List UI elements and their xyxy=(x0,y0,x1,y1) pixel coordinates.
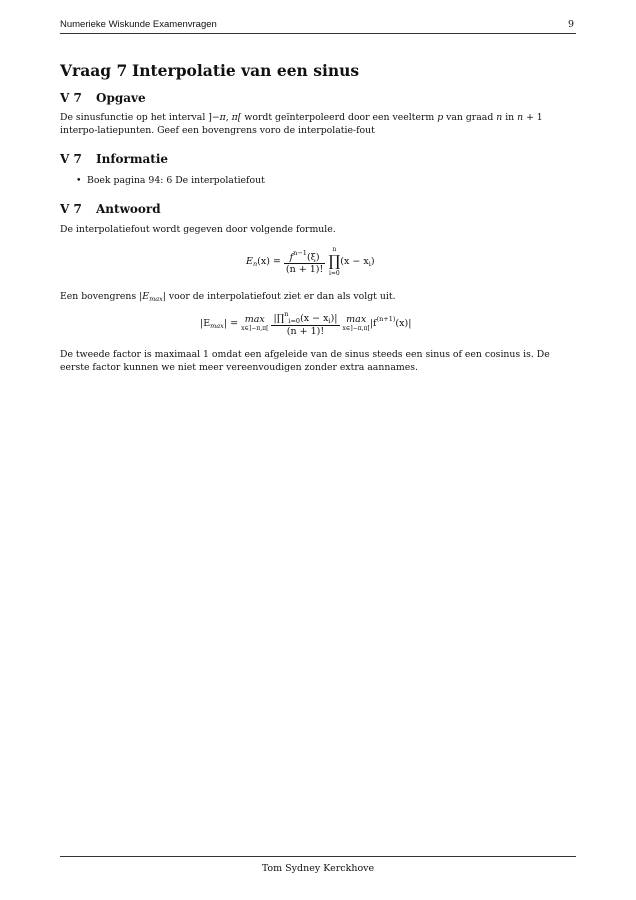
math-subscript: i xyxy=(328,317,331,325)
text-run: | voor de interpolatiefout ziet er dan als volgt uit. xyxy=(162,291,396,302)
bullet-text: Boek pagina 94: 6 De interpolatiefout xyxy=(87,175,265,186)
math-text: (ξ) xyxy=(306,251,320,263)
math-interval: −π, π[ xyxy=(211,112,242,123)
section-title: Informatie xyxy=(96,152,169,166)
product-upper: n xyxy=(332,246,337,253)
fraction-denominator: (n + 1)! xyxy=(286,326,325,337)
math-n: n xyxy=(517,112,524,123)
math-superscript: n−1 xyxy=(293,248,307,257)
section-number: V 7 xyxy=(60,152,82,166)
text-run: van graad xyxy=(443,112,497,123)
math-subscript: i=0 xyxy=(288,317,301,325)
chapter-title: Interpolatie van een sinus xyxy=(132,61,360,80)
chapter-heading xyxy=(60,61,359,80)
math-text: | = xyxy=(223,318,239,329)
math-n: n xyxy=(496,112,503,123)
chapter-number: Vraag 7 xyxy=(60,61,128,80)
math-symbol: f xyxy=(289,251,294,263)
math-text: |∏ xyxy=(273,313,285,324)
fraction-denominator: (n + 1)! xyxy=(285,263,324,275)
bound-text xyxy=(60,290,576,306)
fraction-numerator xyxy=(284,249,325,264)
section-heading-informatie xyxy=(60,152,168,166)
math-p: p xyxy=(437,112,444,123)
section-number: V 7 xyxy=(60,202,82,216)
conclusion-text: De tweede factor is maximaal 1 omdat een afgeleide van de sinus steeds een sinus of een cosinus is. De eerste factor kunnen we niet meer vereenvoudigen zonder extra aannames. xyxy=(60,349,550,373)
footer-author: Tom Sydney Kerckhove xyxy=(261,863,375,874)
max-operator xyxy=(241,315,268,333)
math-text: (x − x xyxy=(300,313,329,324)
max-label: max xyxy=(244,313,265,325)
math-symbol: E xyxy=(246,256,253,267)
math-text: (x) = xyxy=(257,256,281,267)
math-subscript: i xyxy=(368,260,371,268)
text-run: + 1 interpo-latiepunten. Geef een bovengrens voro de interpolatie-fout xyxy=(60,112,543,136)
section-title: Opgave xyxy=(96,91,146,105)
product-lower: i=0 xyxy=(328,270,340,277)
text-run: Een bovengrens | xyxy=(60,291,143,302)
fraction xyxy=(271,310,339,337)
max-label: max xyxy=(346,313,367,325)
section-heading-opgave xyxy=(60,91,146,105)
math-subscript: max xyxy=(149,295,163,303)
section-heading-antwoord xyxy=(60,202,161,216)
section-number: V 7 xyxy=(60,91,82,105)
math-subscript: max xyxy=(210,322,224,330)
math-subscript: n xyxy=(252,260,258,268)
page-header xyxy=(60,19,576,34)
math-symbol: E xyxy=(142,291,150,302)
fraction xyxy=(284,249,325,275)
fraction-numerator xyxy=(271,310,339,326)
antwoord-intro: De interpolatiefout wordt gegeven door volgende formule. xyxy=(60,224,336,235)
page-number: 9 xyxy=(567,19,574,30)
text-run: De sinusfunctie op het interval ] xyxy=(60,112,212,123)
text-run: in xyxy=(502,112,518,123)
math-text: (x − x xyxy=(340,256,369,267)
math-text: )| xyxy=(330,313,338,324)
math-superscript: n xyxy=(284,310,289,318)
text-run: wordt geïnterpoleerd door een veelterm xyxy=(241,112,438,123)
max-operator xyxy=(343,315,370,333)
max-subscript: x∈]−π,π[ xyxy=(241,324,269,332)
math-text: (x)| xyxy=(395,318,412,329)
opgave-text xyxy=(60,111,576,137)
math-text: |f xyxy=(369,318,377,329)
product-operator xyxy=(328,245,340,278)
math-text: |E xyxy=(200,318,211,329)
bound-formula xyxy=(200,310,411,337)
info-bullet xyxy=(76,175,265,186)
math-superscript: (n+1) xyxy=(376,315,396,323)
product-symbol: ∏ xyxy=(328,252,341,270)
section-title: Antwoord xyxy=(96,202,161,216)
bullet-dot-icon: • xyxy=(76,175,82,186)
error-formula xyxy=(246,245,375,278)
math-text: ) xyxy=(370,256,375,267)
header-title: Numerieke Wiskunde Examenvragen xyxy=(60,19,217,30)
max-subscript: x∈]−π,π[ xyxy=(342,324,370,332)
page-footer xyxy=(60,856,576,874)
